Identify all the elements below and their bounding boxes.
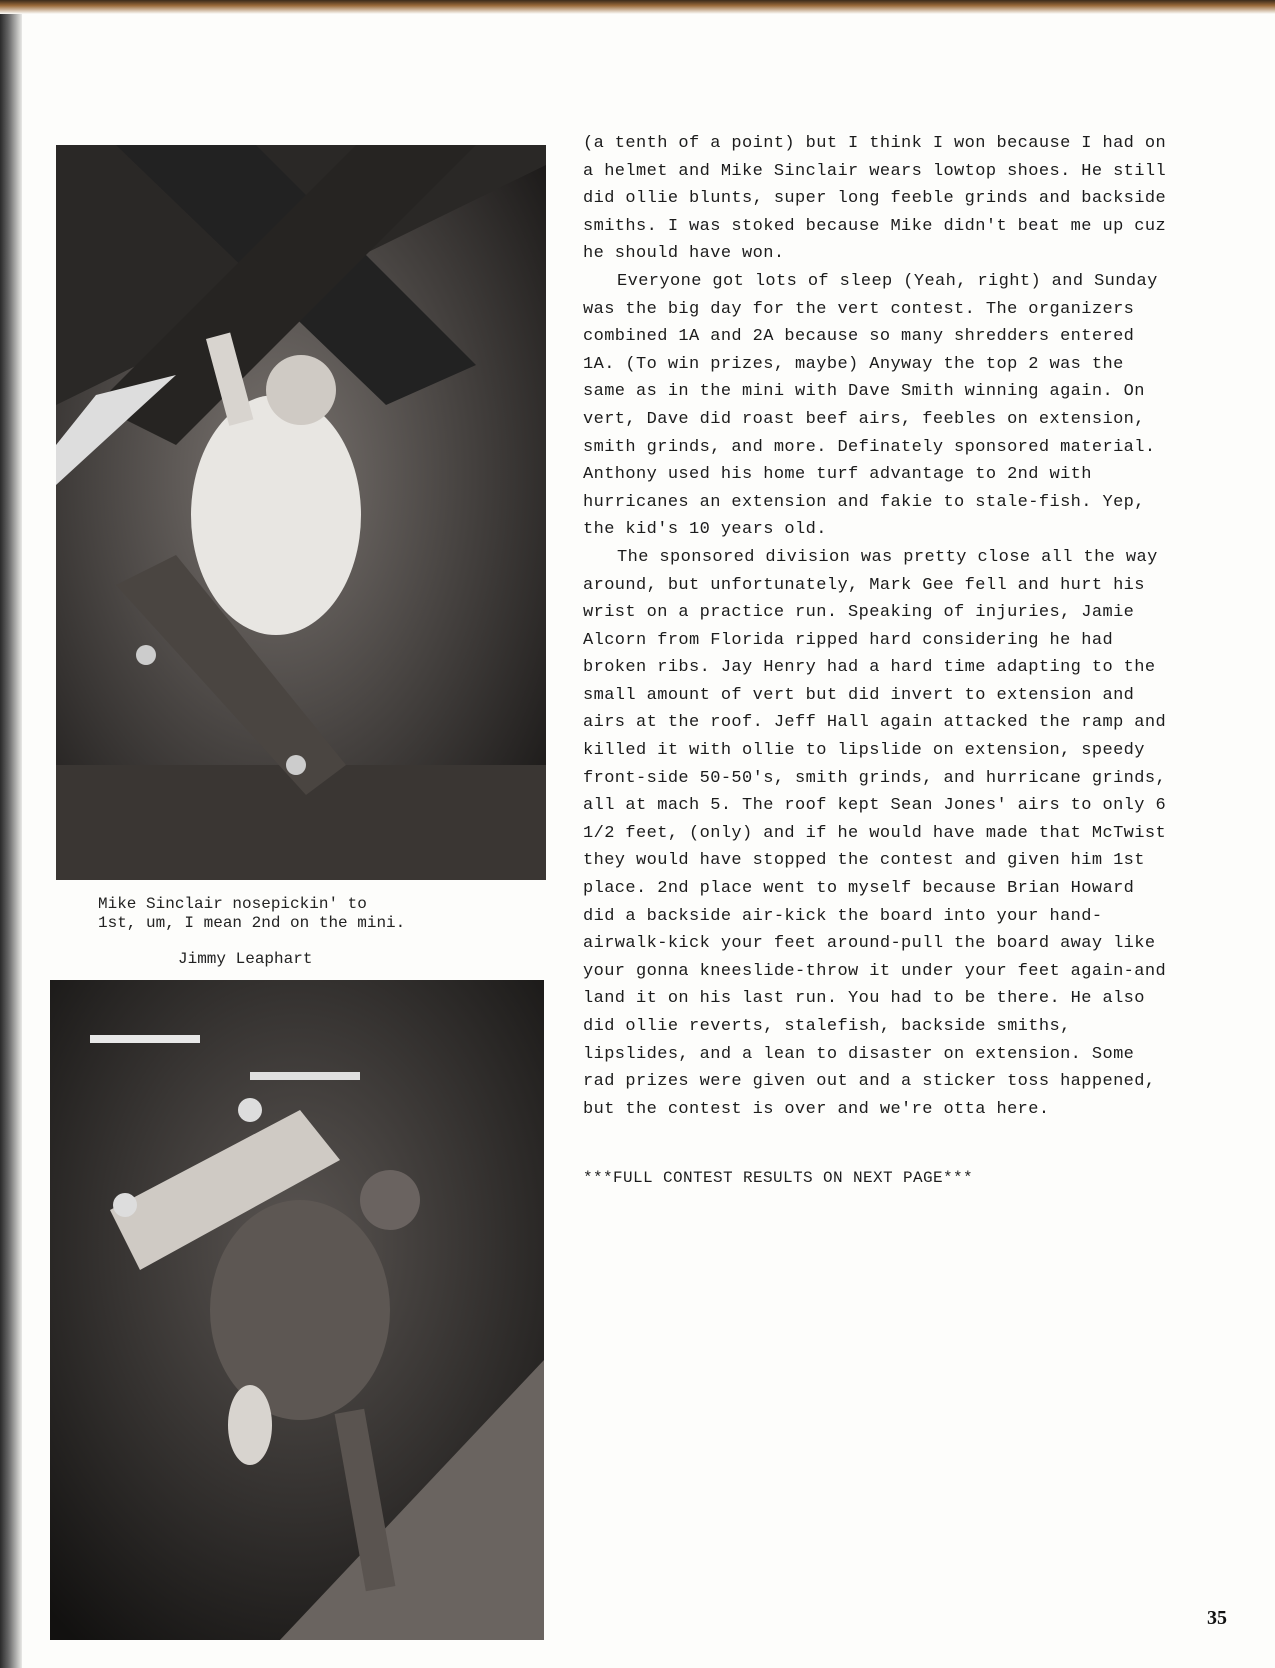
article-paragraph-1: (a tenth of a point) but I think I won because I had on a helmet and Mike Sinclair wears lowtop shoes. He still did ollie blunts, super long feeble grinds and backside smiths. I was stoked because Mike didn't beat me up cuz he should have won. <box>583 134 1167 264</box>
page-top-edge <box>0 0 1275 14</box>
article-paragraph-3: The sponsored division was pretty close all the way around, but unfortunately, Mark Gee fell and hurt his wrist on a practice run. Speaking of injuries, Jamie Alcorn from Florida ripped hard considering he had broken ribs. Jay Henry had a hard time adapting to the small amount of vert but did invert to extension and airs at the roof. Jeff Hall again attacked the ramp and killed it with ollie to lipslide on extension, speedy front-side 50-50's, smith grinds, and hurricane grinds, all at mach 5. The roof kept Sean Jones' airs to only 6 1/2 feet, (only) and if he would have made that McTwist they would have stopped the contest and given him 1st place. 2nd place went to myself because Brian Howard did a backside air-kick the board into your hand-airwalk-kick your feet around-pull the board away like your gonna kneeslide-throw it under your feet again-and land it on his last run. You had to be there. He also did ollie reverts, stalefish, backside smiths, lipslides, and a lean to disaster on extension. Some rad prizes were given out and a sticker toss happened, but the contest is over and we're otta here. <box>583 547 1167 1119</box>
photo-credit: Jimmy Leaphart <box>178 950 313 968</box>
results-note: ***FULL CONTEST RESULTS ON NEXT PAGE*** <box>583 1169 974 1188</box>
page-number: 35 <box>1207 1607 1227 1629</box>
photo-vert-ramp-handplant <box>50 980 544 1640</box>
photo-mini-ramp-nosepick <box>56 145 546 880</box>
article-body <box>583 130 1173 1193</box>
photo-caption: Mike Sinclair nosepickin' to 1st, um, I mean 2nd on the mini. <box>98 895 406 932</box>
page-binding-edge <box>0 0 22 1668</box>
article-paragraph-2: Everyone got lots of sleep (Yeah, right) and Sunday was the big day for the vert contest. The organizers combined 1A and 2A because so many shredders entered 1A. (To win prizes, maybe) Anyway the top 2 was the same as in the mini with Dave Smith winning again. On vert, Dave did roast beef airs, feebles on extension, smith grinds, and more. Definately sponsored material. Anthony used his home turf advantage to 2nd with hurricanes an extension and fakie to stale-fish. Yep, the kid's 10 years old. <box>583 271 1158 540</box>
